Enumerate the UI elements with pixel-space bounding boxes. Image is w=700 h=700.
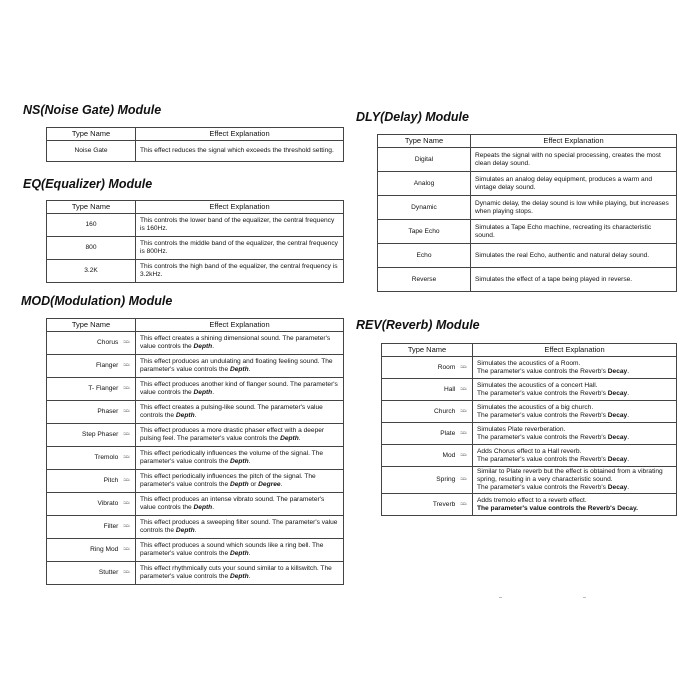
explanation-tail: .: [627, 433, 630, 441]
parameter-name: Depth: [175, 527, 195, 534]
effect-explanation-cell: This controls the middle band of the equalizer, the central frequency is 800Hz.: [136, 237, 344, 260]
effect-explanation-header: Effect Explanation: [473, 344, 677, 357]
effect-explanation-cell: Simulates the effect of a tape being played in reverse.: [471, 268, 677, 292]
effect-explanation-cell: [136, 470, 344, 493]
parameter-name: Depth: [280, 435, 299, 442]
explanation-line1: Adds tremolo effect to a reverb effect.: [477, 496, 587, 504]
type-name-cell: Tape Echo: [378, 220, 471, 244]
effect-explanation-header: Effect Explanation: [471, 135, 677, 148]
effect-explanation-cell: This controls the lower band of the equalizer, the central frequency is 160Hz.: [136, 214, 344, 237]
parameter-name: Depth: [229, 481, 249, 488]
type-name-header: Type Name: [47, 128, 136, 141]
knob-wave-icon: ≈≈: [123, 477, 129, 484]
explanation-line1: Simulates the acoustics of a Room.: [477, 359, 581, 367]
explanation-text: This effect rhythmically cuts your sound similar to a killswitch. The parameter's value controls the: [140, 565, 332, 580]
table-row: [47, 424, 344, 447]
effect-explanation-cell: This effect reduces the signal which exceeds the threshold setting.: [136, 141, 344, 162]
explanation-text: This effect produces an undulating and floating feeling sound. The parameter's value controls the: [140, 358, 333, 373]
type-name-cell: [382, 494, 473, 516]
type-name-header: Type Name: [47, 201, 136, 214]
effect-explanation-cell: [473, 445, 677, 467]
explanation-line1: Adds Chorus effect to a Hall reverb.: [477, 447, 582, 455]
type-name-header: Type Name: [378, 135, 471, 148]
type-name-label: Mod: [442, 451, 456, 459]
dly-table: [377, 134, 677, 292]
knob-wave-icon: ≈≈: [460, 363, 466, 371]
parameter-name: Depth: [193, 504, 213, 511]
table-row: [47, 562, 344, 585]
explanation-tail: .: [248, 550, 251, 557]
knob-wave-icon: ≈≈: [123, 339, 129, 346]
table-row: [47, 237, 344, 260]
explanation-tail: .: [280, 481, 283, 488]
explanation-tail: .: [194, 527, 197, 534]
explanation-tail: .: [636, 504, 638, 512]
type-name-cell: [47, 424, 136, 447]
knob-wave-icon: ≈≈: [123, 362, 129, 369]
type-name-cell: [47, 401, 136, 424]
parameter-name: Decay: [607, 367, 628, 375]
parameter-name: Depth: [193, 343, 213, 350]
type-name-cell: [47, 378, 136, 401]
type-name-label: Flanger: [95, 362, 119, 369]
explanation-text: The parameter's value controls the Reverb's: [477, 504, 618, 512]
table-row: [47, 214, 344, 237]
type-name-cell: [47, 539, 136, 562]
type-name-header: Type Name: [382, 344, 473, 357]
effect-explanation-cell: [473, 494, 677, 516]
table-row: [47, 470, 344, 493]
effect-explanation-cell: [136, 401, 344, 424]
table-row: [378, 220, 677, 244]
parameter-name: Decay: [607, 484, 628, 491]
type-name-cell: [382, 467, 473, 494]
eq-table: [46, 200, 344, 283]
parameter-name: Depth: [193, 389, 213, 396]
table-row: [382, 445, 677, 467]
effect-explanation-cell: [136, 355, 344, 378]
type-name-cell: [47, 516, 136, 539]
type-name-cell: [382, 423, 473, 445]
explanation-text: This effect produces an intense vibrato sound. The parameter's value controls the: [140, 496, 325, 511]
parameter-name: Decay: [607, 455, 628, 463]
effect-explanation-cell: [136, 516, 344, 539]
effect-explanation-cell: [473, 467, 677, 494]
type-name-cell: [47, 447, 136, 470]
explanation-line1: Simulates Plate reverberation.: [477, 425, 566, 433]
mod-table: [46, 318, 344, 585]
type-name-label: Filter: [103, 523, 119, 530]
table-row: [378, 172, 677, 196]
explanation-tail: .: [248, 573, 251, 580]
type-name-cell: [47, 470, 136, 493]
parameter-name: Decay: [607, 433, 628, 441]
effect-explanation-cell: [473, 401, 677, 423]
explanation-tail: .: [212, 343, 215, 350]
table-row: [47, 355, 344, 378]
knob-wave-icon: ≈≈: [123, 408, 129, 415]
explanation-text: The parameter's value controls the Reverb's: [477, 389, 608, 397]
table-row: [47, 493, 344, 516]
rev-module-title: REV(Reverb) Module: [356, 318, 480, 332]
parameter-name: Depth: [229, 573, 249, 580]
knob-wave-icon: ≈≈: [460, 407, 466, 415]
explanation-line1: Simulates the acoustics of a concert Hall.: [477, 381, 598, 389]
explanation-text: This effect produces a sound which sounds like a ring bell. The parameter's value controls the: [140, 542, 324, 557]
knob-wave-icon: ≈≈: [460, 476, 466, 483]
effect-explanation-cell: [136, 562, 344, 585]
table-row: [47, 332, 344, 355]
effect-explanation-header: Effect Explanation: [136, 201, 344, 214]
type-name-cell: Reverse: [378, 268, 471, 292]
type-name-cell: [47, 355, 136, 378]
ns-table: [46, 127, 344, 162]
explanation-text: The parameter's value controls the Reverb's: [477, 433, 608, 441]
type-name-header: Type Name: [47, 319, 136, 332]
table-row: [382, 423, 677, 445]
effect-explanation-cell: [136, 447, 344, 470]
type-name-label: Hall: [443, 385, 456, 393]
table-row: [378, 268, 677, 292]
knob-wave-icon: ≈≈: [460, 500, 466, 508]
type-name-cell: [47, 332, 136, 355]
table-row: [382, 401, 677, 423]
effect-explanation-cell: Simulates a Tape Echo machine, recreating its characteristic sound.: [471, 220, 677, 244]
effect-explanation-cell: [136, 539, 344, 562]
explanation-tail: .: [248, 366, 251, 373]
type-name-label: Chorus: [97, 339, 119, 346]
explanation-text: The parameter's value controls the Reverb's: [477, 484, 608, 491]
explanation-tail: .: [627, 455, 630, 463]
table-row: [382, 494, 677, 516]
effect-explanation-cell: [473, 357, 677, 379]
parameter-name: Depth: [229, 366, 249, 373]
effect-explanation-header: Effect Explanation: [136, 319, 344, 332]
type-name-cell: Noise Gate: [47, 141, 136, 162]
type-name-cell: Analog: [378, 172, 471, 196]
effect-explanation-cell: [136, 332, 344, 355]
type-name-label: Spring: [436, 476, 456, 483]
knob-wave-icon: ≈≈: [123, 385, 129, 392]
type-name-cell: [382, 445, 473, 467]
effect-explanation-cell: [136, 493, 344, 516]
type-name-label: T- Flanger: [88, 385, 119, 392]
knob-wave-icon: ≈≈: [123, 546, 129, 553]
knob-wave-icon: ≈≈: [460, 385, 466, 393]
explanation-tail: .: [627, 389, 630, 397]
explanation-tail: .: [627, 367, 630, 375]
explanation-tail: .: [212, 389, 215, 396]
parameter-name: Decay: [617, 504, 637, 512]
explanation-tail: .: [627, 411, 630, 419]
effect-explanation-cell: Simulates the real Echo, authentic and natural delay sound.: [471, 244, 677, 268]
knob-wave-icon: ≈≈: [123, 569, 129, 576]
type-name-label: Room: [437, 363, 456, 371]
type-name-label: Church: [434, 407, 456, 415]
explanation-text: The parameter's value controls the Reverb's: [477, 455, 608, 463]
type-name-label: Pitch: [103, 477, 119, 484]
table-row: [47, 260, 344, 283]
parameter-name: Degree: [258, 481, 281, 488]
table-row: [47, 516, 344, 539]
explanation-text: This effect produces another kind of flanger sound. The parameter's value controls the: [140, 381, 338, 396]
explanation-tail: .: [248, 458, 251, 465]
table-row: [382, 379, 677, 401]
type-name-label: Plate: [440, 429, 456, 437]
explanation-text: This effect periodically influences the volume of the signal. The parameter's value controls the: [140, 450, 324, 465]
rev-table: [381, 343, 677, 516]
knob-wave-icon: ≈≈: [123, 454, 129, 461]
parameter-name: Depth: [175, 412, 195, 419]
effect-explanation-header: Effect Explanation: [136, 128, 344, 141]
table-row: [378, 148, 677, 172]
type-name-cell: 3.2K: [47, 260, 136, 283]
mod-module-title: MOD(Modulation) Module: [21, 294, 173, 308]
parameter-name: Depth: [229, 458, 249, 465]
type-name-cell: [382, 401, 473, 423]
type-name-label: Tremolo: [94, 454, 119, 461]
knob-wave-icon: ≈≈: [123, 431, 129, 438]
effect-explanation-cell: Repeats the signal with no special processing, creates the most clean delay sound.: [471, 148, 677, 172]
explanation-joiner: or: [248, 481, 259, 488]
knob-wave-icon: ≈≈: [123, 523, 129, 530]
explanation-tail: .: [298, 435, 301, 442]
parameter-name: Depth: [229, 550, 249, 557]
explanation-tail: .: [212, 504, 215, 511]
explanation-text: This effect produces a more drastic phaser effect with a deeper pulsing feel. The parameter's value controls the: [140, 427, 325, 442]
type-name-label: Stutter: [98, 569, 119, 576]
table-row: [382, 467, 677, 494]
type-name-label: Step Phaser: [82, 431, 119, 438]
table-row: [47, 378, 344, 401]
table-row: [47, 539, 344, 562]
type-name-label: Phaser: [97, 408, 119, 415]
parameter-name: Decay: [607, 389, 628, 397]
explanation-tail: .: [194, 412, 197, 419]
knob-wave-icon: ≈≈: [460, 451, 466, 459]
type-name-cell: Echo: [378, 244, 471, 268]
effect-explanation-cell: [136, 378, 344, 401]
dly-module-title: DLY(Delay) Module: [356, 110, 469, 124]
explanation-text: The parameter's value controls the Reverb's: [477, 367, 608, 375]
type-name-label: Vibrato: [97, 500, 119, 507]
type-name-cell: [47, 493, 136, 516]
type-name-cell: 800: [47, 237, 136, 260]
eq-module-title: EQ(Equalizer) Module: [23, 177, 153, 191]
explanation-text: This effect periodically influences the pitch of the signal. The parameter's value controls the: [140, 473, 316, 488]
type-name-label: Ring Mod: [90, 546, 119, 553]
type-name-cell: Dynamic: [378, 196, 471, 220]
table-row: [378, 196, 677, 220]
explanation-line1: Similar to Plate reverb but the effect is obtained from a vibrating spring, resulting in a very characteristic sound.: [477, 468, 663, 483]
type-name-cell: [47, 562, 136, 585]
ns-module-title: NS(Noise Gate) Module: [23, 103, 162, 117]
type-name-cell: [382, 357, 473, 379]
table-row: [378, 244, 677, 268]
explanation-text: This effect creates a shining dimensional sound. The parameter's value controls the: [140, 335, 331, 350]
type-name-cell: Digital: [378, 148, 471, 172]
effect-explanation-cell: [473, 379, 677, 401]
type-name-cell: 160: [47, 214, 136, 237]
type-name-cell: [382, 379, 473, 401]
effect-explanation-cell: [136, 424, 344, 447]
effect-explanation-cell: Dynamic delay, the delay sound is low while playing, but increases when playing stops.: [471, 196, 677, 220]
effect-explanation-cell: [473, 423, 677, 445]
knob-wave-icon: ≈≈: [123, 500, 129, 507]
explanation-tail: .: [627, 484, 630, 491]
effect-explanation-cell: This controls the high band of the equalizer, the central frequency is 3.2kHz.: [136, 260, 344, 283]
effect-explanation-cell: Simulates an analog delay equipment, produces a warm and vintage delay sound.: [471, 172, 677, 196]
parameter-name: Decay: [607, 411, 628, 419]
table-row: [47, 447, 344, 470]
type-name-label: Treverb: [432, 500, 456, 508]
explanation-text: This effect produces a sweeping filter sound. The parameter's value controls the: [140, 519, 338, 534]
table-row: [47, 401, 344, 424]
table-row: [382, 357, 677, 379]
explanation-text: The parameter's value controls the Reverb's: [477, 411, 608, 419]
table-row: [47, 141, 344, 162]
explanation-line1: Simulates the acoustics of a big church.: [477, 403, 594, 411]
explanation-text: This effect creates a pulsing-like sound. The parameter's value controls the: [140, 404, 323, 419]
knob-wave-icon: ≈≈: [460, 429, 466, 437]
